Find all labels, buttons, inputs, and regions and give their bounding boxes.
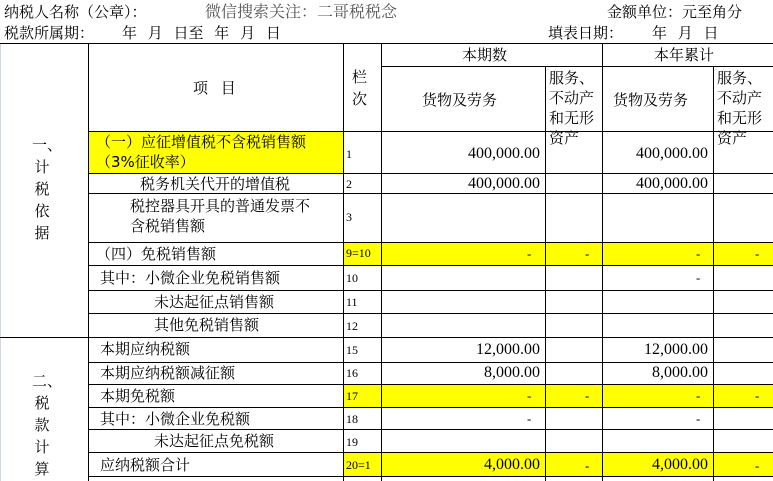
row18-current-goods: - xyxy=(527,411,532,426)
row-label-17: 本期免税额 xyxy=(100,387,176,405)
row17-ytd-services: - xyxy=(755,388,760,403)
row20-current-goods: 4,000.00 xyxy=(484,456,540,473)
row17-highlight xyxy=(343,385,773,407)
row-no-9: 9=10 xyxy=(346,246,371,260)
row-no-16: 16 xyxy=(346,366,358,380)
row18-ytd-goods: - xyxy=(696,411,701,426)
row17-current-services: - xyxy=(585,388,590,403)
row10-ytd-goods: - xyxy=(696,270,701,285)
current-goods-header: 货物及劳务 xyxy=(422,91,498,109)
row9-current-goods: - xyxy=(527,246,532,261)
section-tax-basis: 一、计税依据 xyxy=(32,136,63,242)
row-label-1: （一）应征增值税不含税销售额（3%征收率） xyxy=(96,133,307,171)
row-no-1: 1 xyxy=(346,147,352,161)
current-services-header: 服务、不动产和无形资产 xyxy=(549,69,595,147)
row15-current-goods: 12,000.00 xyxy=(476,341,540,358)
row-no-10: 10 xyxy=(346,271,358,285)
row20-current-services: - xyxy=(585,458,590,473)
row-no-19: 19 xyxy=(346,435,358,449)
tax-period-label: 税款所属期： xyxy=(4,24,95,42)
row-label-2: 税务机关代开的增值税 xyxy=(140,175,291,193)
row16-current-goods: 8,000.00 xyxy=(484,364,540,381)
row17-current-goods: - xyxy=(527,388,532,403)
table-border xyxy=(381,43,382,481)
table-border xyxy=(88,362,773,363)
row17-ytd-goods: - xyxy=(696,388,701,403)
table-border xyxy=(88,429,773,430)
table-border xyxy=(88,384,773,385)
row-no-12: 12 xyxy=(346,319,358,333)
row-no-18: 18 xyxy=(346,412,358,426)
table-border xyxy=(88,407,773,408)
row9-ytd-services: - xyxy=(755,246,760,261)
row-no-3: 3 xyxy=(346,210,352,224)
year-cumulative-header: 本年累计 xyxy=(654,46,715,64)
table-border xyxy=(88,193,773,194)
table-border xyxy=(381,66,773,67)
row9-highlight xyxy=(343,243,773,265)
row9-ytd-goods: - xyxy=(696,246,701,261)
table-border xyxy=(545,66,546,481)
row15-ytd-goods: 12,000.00 xyxy=(644,341,708,358)
row-label-20: 应纳税额合计 xyxy=(100,456,191,474)
column-number-header: 栏次 xyxy=(352,68,368,108)
table-border xyxy=(88,452,773,453)
ytd-goods-header: 货物及劳务 xyxy=(613,91,689,109)
row-label-19: 未达起征点免税额 xyxy=(154,432,275,450)
row1-ytd-goods: 400,000.00 xyxy=(636,145,708,162)
current-period-header: 本期数 xyxy=(462,46,508,64)
item-header: 项 目 xyxy=(193,79,236,97)
taxpayer-name-label: 纳税人名称（公章）： xyxy=(4,3,147,21)
table-border xyxy=(88,173,773,174)
row16-ytd-goods: 8,000.00 xyxy=(652,364,708,381)
sheet-gridline xyxy=(0,43,1,481)
row9-current-services: - xyxy=(585,246,590,261)
wechat-notice: 微信搜索关注：二哥税税念 xyxy=(205,2,398,21)
table-border xyxy=(88,313,773,314)
section-tax-calculation: 二、税款计算 xyxy=(32,372,63,478)
row-label-9: （四）免税销售额 xyxy=(96,245,217,263)
row-no-2: 2 xyxy=(346,177,352,191)
amount-unit-label: 金额单位：元至角分 xyxy=(607,3,743,21)
row20-ytd-goods: 4,000.00 xyxy=(652,456,708,473)
table-border xyxy=(88,43,89,481)
table-border xyxy=(0,43,773,44)
table-border xyxy=(0,337,773,338)
table-border xyxy=(88,290,773,291)
row20-ytd-services: - xyxy=(755,458,760,473)
row-no-11: 11 xyxy=(346,295,358,309)
row-label-15: 本期应纳税额 xyxy=(100,340,191,358)
row-label-12: 其他免税销售额 xyxy=(154,316,260,334)
table-border xyxy=(88,476,773,477)
table-border xyxy=(88,242,773,243)
table-border xyxy=(88,265,773,266)
row-label-18: 其中：小微企业免税额 xyxy=(100,410,251,428)
ytd-services-header: 服务、不动产和无形资产 xyxy=(717,69,763,147)
fill-date-label: 填表日期： xyxy=(548,24,624,42)
row-no-17: 17 xyxy=(346,389,358,403)
row-label-16: 本期应纳税额减征额 xyxy=(100,364,236,382)
table-border xyxy=(343,43,344,481)
row1-current-goods: 400,000.00 xyxy=(468,145,540,162)
row-no-15: 15 xyxy=(346,343,358,357)
table-border xyxy=(713,66,714,481)
row-label-3: 税控器具开具的普通发票不含税销售额 xyxy=(130,197,311,235)
fill-date-value: 年 月 日 xyxy=(652,24,719,42)
row2-ytd-goods: 400,000.00 xyxy=(636,175,708,192)
row-label-11: 未达起征点销售额 xyxy=(154,293,275,311)
row-no-20: 20=1 xyxy=(346,458,371,472)
row2-current-goods: 400,000.00 xyxy=(468,175,540,192)
row-label-10: 其中：小微企业免税销售额 xyxy=(100,269,281,287)
tax-period-value: 年 月 日至 年 月 日 xyxy=(122,24,281,42)
